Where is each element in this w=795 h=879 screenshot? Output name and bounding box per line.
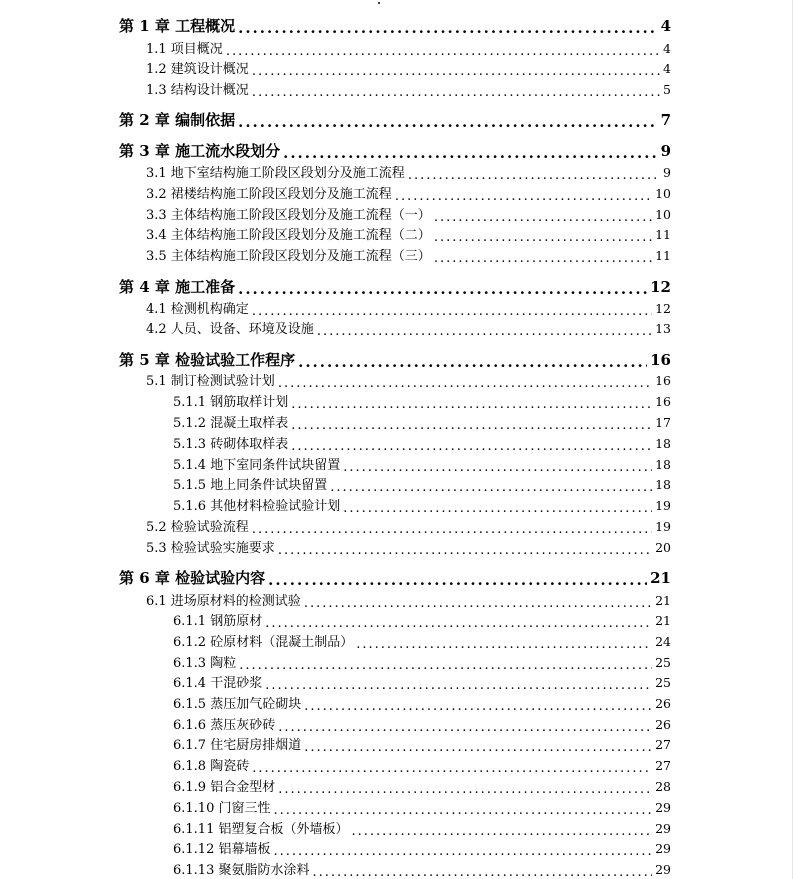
leader-dots (252, 85, 660, 98)
toc-title: 1.3 结构设计概况 (146, 83, 249, 98)
toc-page: 17 (655, 415, 671, 430)
toc-page: 18 (655, 477, 671, 492)
leader-dots (408, 168, 660, 181)
toc-section-3-4[interactable] (146, 224, 671, 243)
toc-subsection-6-1-11[interactable] (173, 818, 671, 837)
leader-dots (265, 616, 652, 629)
toc-title: 6.1.2 砼原材料（混凝土制品） (173, 635, 354, 650)
toc-section-4-1[interactable] (146, 298, 671, 317)
toc-title: 5.1 制订检测试验计划 (146, 374, 275, 389)
toc-title: 第 2 章 编制依据 (119, 111, 236, 129)
toc-page: 9 (663, 165, 671, 180)
toc-page: 21 (655, 613, 671, 628)
toc-title: 第 5 章 检验试验工作程序 (119, 351, 296, 369)
toc-title: 5.1.6 其他材料检验试验计划 (173, 499, 341, 514)
toc-page: 4 (660, 17, 671, 35)
toc-page: 4 (663, 61, 671, 76)
toc-title: 6.1.8 陶瓷砖 (173, 759, 250, 774)
leader-dots (434, 251, 652, 264)
leader-dots (239, 658, 652, 671)
toc-page: 29 (655, 800, 671, 815)
toc-title: 6.1.5 蒸压加气砼砌块 (173, 697, 302, 712)
toc-subsection-6-1-13[interactable] (173, 859, 671, 878)
toc-subsection-5-1-1[interactable] (173, 391, 671, 410)
toc-title: 5.1.4 地下室同条件试块留置 (173, 458, 341, 473)
toc-section-5-1[interactable] (146, 370, 671, 389)
leader-dots (312, 865, 652, 878)
toc-page: 21 (655, 593, 671, 608)
toc-title: 6.1.4 干混砂浆 (173, 676, 263, 691)
toc-page: 29 (655, 841, 671, 856)
leader-dots (434, 210, 652, 223)
toc-page: 10 (655, 207, 671, 222)
toc-subsection-6-1-7[interactable] (173, 734, 671, 753)
toc-title: 6.1.9 铝合金型材 (173, 780, 276, 795)
toc-title: 3.3 主体结构施工阶段区段划分及施工流程（一） (146, 208, 431, 223)
toc-page: 24 (655, 634, 671, 649)
leader-dots (304, 699, 652, 712)
leader-dots (283, 144, 657, 159)
toc-title: 1.2 建筑设计概况 (146, 62, 249, 77)
toc-chapter-3[interactable] (119, 140, 671, 161)
toc-title: 6.1.13 聚氨脂防水涂料 (173, 863, 310, 878)
toc-page: 12 (650, 278, 671, 296)
leader-dots (268, 571, 647, 586)
toc-page: 29 (655, 821, 671, 836)
toc-page: 12 (655, 301, 671, 316)
toc-chapter-1[interactable] (119, 15, 671, 36)
toc-title: 6.1.12 铝幕墙板 (173, 842, 271, 857)
toc-title: 3.2 裙楼结构施工阶段区段划分及施工流程 (146, 187, 392, 202)
leader-dots (265, 678, 652, 691)
toc-chapter-5[interactable] (119, 349, 671, 370)
toc-page: 18 (655, 436, 671, 451)
toc-page: 7 (660, 111, 671, 129)
toc-page: 16 (655, 394, 671, 409)
toc-page: 28 (655, 779, 671, 794)
toc-page: 11 (655, 227, 671, 242)
toc-section-5-3[interactable] (146, 537, 671, 556)
toc-subsection-6-1-6[interactable] (173, 714, 671, 733)
toc-title: 5.1.1 钢筋取样计划 (173, 395, 289, 410)
toc-subsection-6-1-2[interactable] (173, 631, 671, 650)
toc-page: 29 (655, 862, 671, 877)
leader-dots (273, 803, 652, 816)
leader-dots (278, 782, 652, 795)
toc-page: 4 (663, 41, 671, 56)
toc-subsection-5-1-6[interactable] (173, 495, 671, 514)
toc-subsection-6-1-10[interactable] (173, 797, 671, 816)
toc-section-3-2[interactable] (146, 183, 671, 202)
toc-subsection-5-1-4[interactable] (173, 454, 671, 473)
leader-dots (304, 740, 652, 753)
toc-title: 5.3 检验试验实施要求 (146, 541, 275, 556)
toc-subsection-5-1-5[interactable] (173, 474, 671, 493)
toc-title: 3.4 主体结构施工阶段区段划分及施工流程（二） (146, 228, 431, 243)
toc-section-4-2[interactable] (146, 318, 671, 337)
toc-subsection-6-1-1[interactable] (173, 610, 671, 629)
leader-dots (278, 543, 652, 556)
toc-title: 6.1.3 陶粒 (173, 656, 237, 671)
toc-section-5-2[interactable] (146, 516, 671, 535)
leader-dots (291, 418, 652, 431)
toc-title: 6.1.11 铝塑复合板（外墙板） (173, 822, 349, 837)
leader-dots (330, 480, 652, 493)
toc-title: 5.2 检验试验流程 (146, 520, 249, 535)
toc-page: 10 (655, 186, 671, 201)
toc-title: 5.1.2 混凝土取样表 (173, 416, 289, 431)
toc-page: 19 (655, 519, 671, 534)
toc-title: 4.1 检测机构确定 (146, 302, 249, 317)
toc-title: 5.1.5 地上同条件试块留置 (173, 478, 328, 493)
toc-page: 16 (650, 351, 671, 369)
leader-dots (278, 720, 652, 733)
leader-dots (351, 824, 652, 837)
toc-page: 21 (650, 569, 671, 587)
toc-title: 第 6 章 检验试验内容 (119, 569, 266, 587)
leader-dots (291, 397, 652, 410)
leader-dots (304, 596, 652, 609)
leader-dots (238, 19, 657, 34)
leader-dots (252, 761, 652, 774)
leader-dots (343, 460, 652, 473)
toc-subsection-6-1-4[interactable] (173, 672, 671, 691)
toc-subsection-6-1-3[interactable] (173, 652, 671, 671)
toc-subsection-5-1-3[interactable] (173, 433, 671, 452)
toc-page: 9 (660, 142, 671, 160)
toc-title: 6.1 进场原材料的检测试验 (146, 594, 301, 609)
toc-title: 第 4 章 施工准备 (119, 278, 236, 296)
leader-dots (291, 439, 652, 452)
toc-title: 3.5 主体结构施工阶段区段划分及施工流程（三） (146, 249, 431, 264)
toc-page: 18 (655, 457, 671, 472)
toc-chapter-2[interactable] (119, 109, 671, 130)
toc-section-6-1[interactable] (146, 590, 671, 609)
toc-page: 20 (655, 540, 671, 555)
toc-title: 6.1.10 门窗三性 (173, 801, 271, 816)
toc-title: 5.1.3 砖砌体取样表 (173, 437, 289, 452)
toc-title: 第 1 章 工程概况 (119, 17, 236, 35)
leader-dots (226, 44, 660, 57)
toc-section-3-3[interactable] (146, 204, 671, 223)
toc-chapter-4[interactable] (119, 276, 671, 297)
toc-section-3-1[interactable] (146, 162, 671, 181)
toc-title: 3.1 地下室结构施工阶段区段划分及施工流程 (146, 166, 405, 181)
toc-page: 11 (655, 248, 671, 263)
toc-title: 6.1.1 钢筋原材 (173, 614, 263, 629)
toc-section-3-5[interactable] (146, 245, 671, 264)
leader-dots (395, 189, 652, 202)
toc-section-1-1[interactable] (146, 38, 671, 57)
toc-page: 27 (655, 737, 671, 752)
toc-page: 26 (655, 717, 671, 732)
toc-title: 4.2 人员、设备、环境及设施 (146, 322, 314, 337)
leader-dots (238, 280, 647, 295)
leader-dots (298, 353, 647, 368)
toc-page: 13 (655, 321, 671, 336)
leader-dots (343, 501, 652, 514)
toc-page: 5 (663, 82, 671, 97)
leader-dots (252, 522, 652, 535)
leader-dots (238, 113, 657, 128)
leader-dots (356, 637, 652, 650)
toc-subsection-6-1-9[interactable] (173, 776, 671, 795)
leader-dots (317, 324, 652, 337)
toc-page: 25 (655, 675, 671, 690)
leader-dots (278, 376, 652, 389)
toc-page: 25 (655, 655, 671, 670)
toc-title: 6.1.7 住宅厨房排烟道 (173, 738, 302, 753)
toc-page: 26 (655, 696, 671, 711)
toc-subsection-5-1-2[interactable] (173, 412, 671, 431)
toc-title: 6.1.6 蒸压灰砂砖 (173, 718, 276, 733)
toc-title: 1.1 项目概况 (146, 42, 223, 57)
toc-subsection-6-1-5[interactable] (173, 693, 671, 712)
toc-page: 19 (655, 498, 671, 513)
toc-chapter-6[interactable] (119, 567, 671, 588)
toc-subsection-6-1-8[interactable] (173, 755, 671, 774)
toc-subsection-6-1-12[interactable] (173, 838, 671, 857)
toc-page: 16 (655, 373, 671, 388)
toc-page: 27 (655, 758, 671, 773)
toc-title: 第 3 章 施工流水段划分 (119, 142, 281, 160)
leader-dots (273, 844, 652, 857)
leader-dots (252, 304, 652, 317)
toc-section-1-2[interactable] (146, 58, 671, 77)
leader-dots (252, 64, 660, 77)
leader-dots (434, 230, 652, 243)
toc-section-1-3[interactable] (146, 79, 671, 98)
